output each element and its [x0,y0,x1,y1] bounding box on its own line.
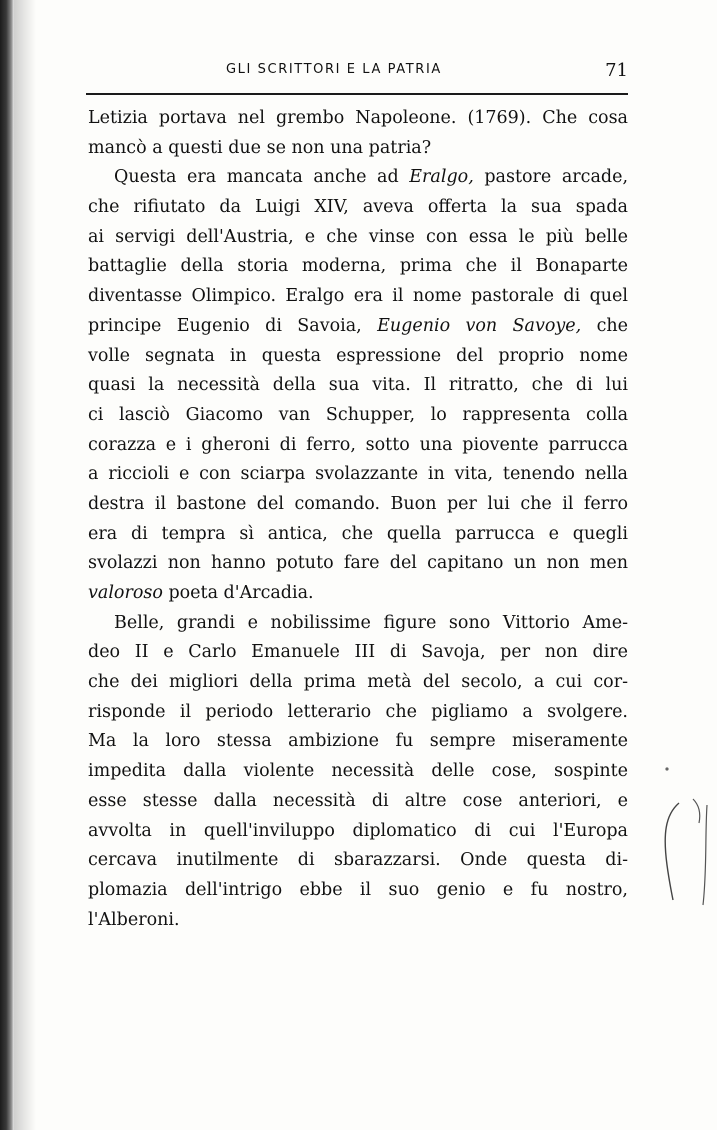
text-line: ai servigi dell'Austria, e che vinse con essa le più belle [88,226,628,247]
text-line: quasi la necessità della sua vita. Il ritratto, che di lui [88,375,628,396]
text-line: battaglie della storia moderna, prima che il Bonaparte [88,256,628,277]
text-line: valoroso poeta d'Arcadia. [88,583,314,603]
text-line: Ma la loro stessa ambizione fu sempre miseramente [88,731,628,752]
italic-name-eralgo: Eralgo, [409,167,474,188]
text-line: deo II e Carlo Emanuele III di Savoja, per non dire [88,642,628,663]
running-head [88,60,628,84]
text-line: destra il bastone del comando. Buon per lui che il ferro [88,493,628,514]
page-number: 71 [605,60,628,81]
text-line: l'Alberoni. [88,909,180,930]
body-text [88,104,628,935]
italic-word-valoroso: valoroso [88,583,163,603]
text-line: Questa era mancata anche ad Eralgo, pastore arcade, [114,167,629,188]
text-line: mancò a questi due se non una patria? [88,137,432,158]
text-line: avvolta in quell'inviluppo diplomatico di cui l'Europa [88,820,628,841]
header-rule [86,93,628,95]
text-line: che rifiutato da Luigi XIV, aveva offerta la sua spada [88,197,628,218]
binding-shadow [14,0,36,1130]
text-line: Letizia portava nel grembo Napoleone. (1769). Che cosa [88,108,628,128]
text-line: era di tempra sì antica, che quella parrucca e quegli [88,523,628,544]
text-line: ci lasciò Giacomo van Schupper, lo rappresenta colla [88,404,628,425]
text-line: impedita dalla violente necessità delle cose, sospinte [88,761,628,782]
text-line: risponde il periodo letterario che pigliamo a svolgere. [88,701,628,722]
running-title: GLI SCRITTORI E LA PATRIA [226,62,442,77]
margin-pencil-marks [655,755,715,915]
text-line: Belle, grandi e nobilissime figure sono Vittorio Ame- [114,612,628,633]
text-line: corazza e i gheroni di ferro, sotto una piovente parrucca [88,434,628,455]
text-line: a riccioli e con sciarpa svolazzante in vita, tenendo nella [88,464,628,485]
binding-edge [0,0,14,1130]
text-line: plomazia dell'intrigo ebbe il suo genio e fu nostro, [88,879,628,900]
text-line: volle segnata in questa espressione del proprio nome [88,345,628,366]
text-line: principe Eugenio di Savoia, Eugenio von Savoye, che [88,315,628,336]
text-line: esse stesse dalla necessità di altre cose anteriori, e [88,790,628,811]
text-line: svolazzi non hanno potuto fare del capitano un non men [88,553,628,574]
text-line: diventasse Olimpico. Eralgo era il nome pastorale di quel [88,286,628,307]
text-line: cercava inutilmente di sbarazzarsi. Onde questa di- [88,850,628,871]
italic-name-eugenio: Eugenio von Savoye, [377,315,582,336]
text-line: che dei migliori della prima metà del secolo, a cui cor- [88,672,628,693]
